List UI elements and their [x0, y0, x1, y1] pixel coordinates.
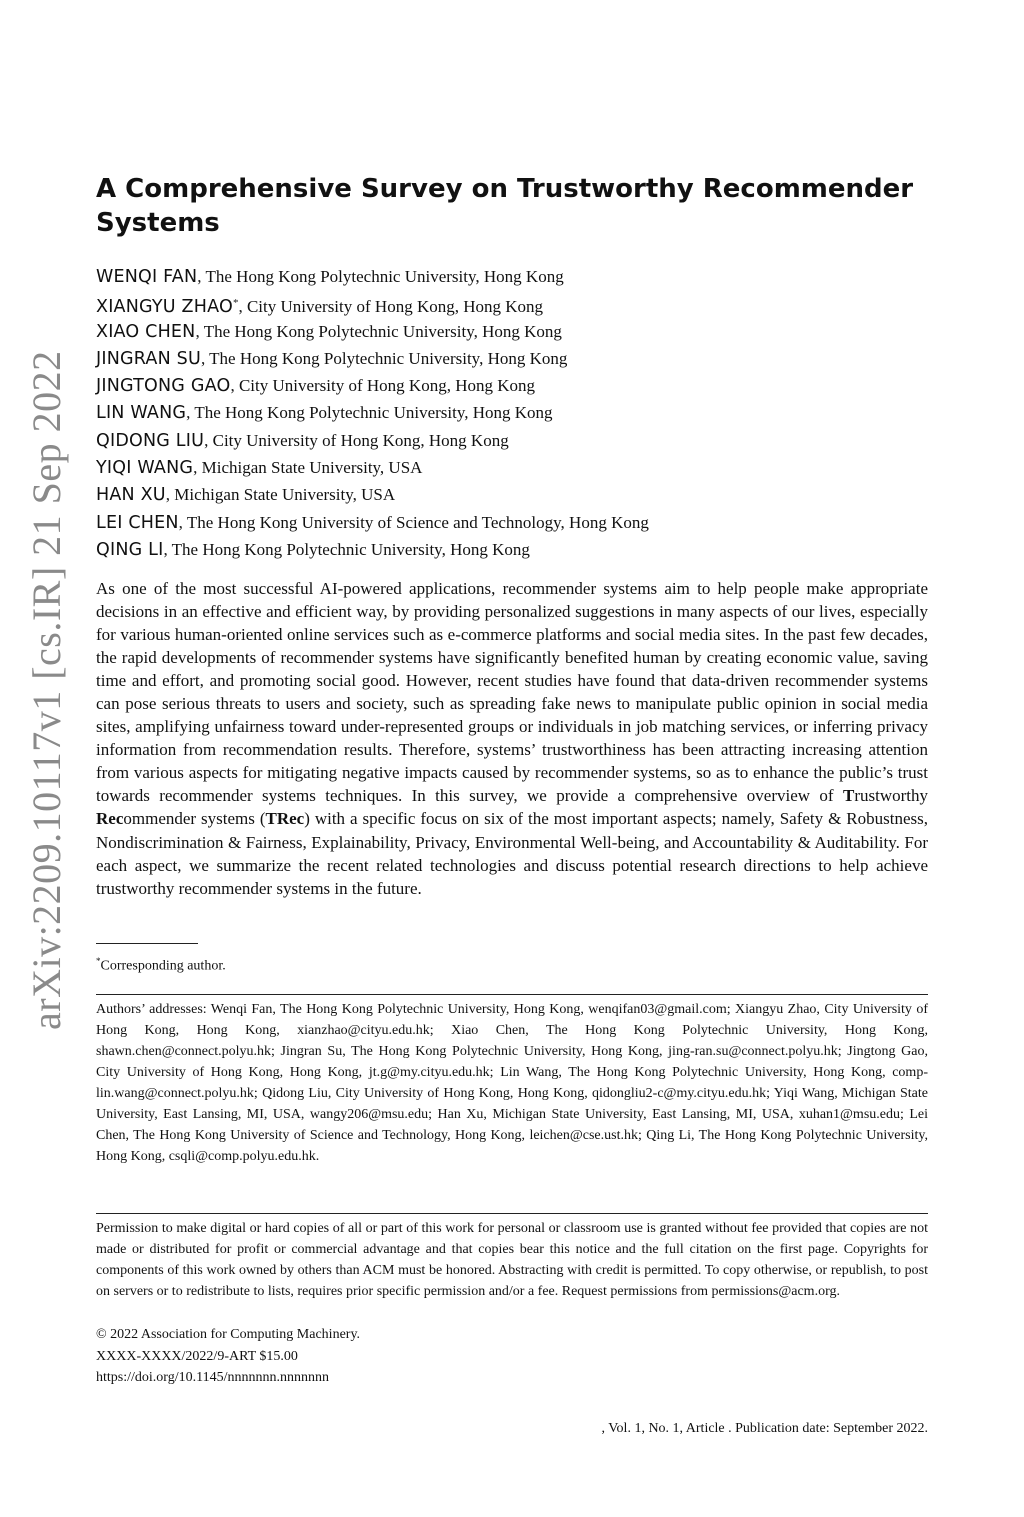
author-affiliation: City University of Hong Kong, Hong Kong — [246, 297, 544, 317]
permission-rule — [96, 1213, 928, 1214]
author-separator: , — [178, 512, 187, 532]
author-entry — [96, 345, 956, 372]
author-separator: , — [204, 430, 213, 450]
abstract-bold-trec: TRec — [265, 809, 305, 829]
author-separator: , — [186, 403, 195, 423]
author-entry — [96, 290, 956, 317]
author-name: QING LI — [96, 539, 164, 560]
author-entry — [96, 536, 956, 563]
author-affiliation: The Hong Kong University of Science and Technology, Hong Kong — [186, 512, 649, 532]
abstract-text: rustworthy — [854, 786, 928, 806]
author-entry — [96, 509, 956, 536]
author-entry — [96, 454, 956, 481]
footnote — [96, 951, 928, 977]
abstract-text: ommender systems ( — [123, 809, 266, 829]
footnote-rule — [96, 943, 198, 944]
author-affiliation: The Hong Kong Polytechnic University, Hong Kong — [194, 403, 553, 423]
author-addresses: Authors’ addresses: Wenqi Fan, The Hong Kong Polytechnic University, Hong Kong, wenqifan03@gmail.com; Xiangyu Zhao, City University of Hong Kong, Hong Kong, xianzhao@cityu.edu.hk; Xiao Chen, The Hong Kong Polytechnic University, Hong Kong, shawn.chen@connect.polyu.hk; Jingran Su, The Hong Kong Polytechnic University, Hong Kong, jing-ran.su@connect.polyu.hk; Jingtong Gao, City University of Hong Kong, Hong Kong, jt.g@my.cityu.edu.hk; Lin Wang, The Hong Kong Polytechnic University, Hong Kong, comp-lin.wang@connect.polyu.hk; Qidong Liu, City University of Hong Kong, Hong Kong, qidongliu2-c@my.cityu.edu.hk; Yiqi Wang, Michigan State University, East Lansing, MI, USA, wangy206@msu.edu; Han Xu, Michigan State University, East Lansing, MI, USA, xuhan1@msu.edu; Lei Chen, The Hong Kong University of Science and Technology, Hong Kong, leichen@cse.ust.hk; Qing Li, The Hong Kong Polytechnic University, Hong Kong, csqli@comp.polyu.edu.hk. — [96, 1002, 928, 1164]
author-affiliation: The Hong Kong Polytechnic University, Hong Kong — [209, 348, 568, 368]
author-name: HAN XU — [96, 485, 166, 506]
abstract — [96, 577, 928, 900]
author-separator: , — [193, 458, 202, 478]
author-affiliation: The Hong Kong Polytechnic University, Hong Kong — [205, 267, 564, 286]
abstract-text: As one of the most successful AI-powered applications, recommender systems aim to help people make appropriate decisions in an effective and efficient way, by providing personalized suggestions in many aspects of our lives, especially for various human-oriented online services such as e-commerce platforms and social media sites. In the past few decades, the rapid developments of recommender systems have significantly benefited human by creating economic value, saving time and effort, and promoting social good. However, recent studies have found that data-driven recommender systems can pose serious threats to users and society, such as spreading fake news to manipulate public opinion in social media sites, amplifying unfairness toward under-represented groups or individuals in job matching services, or inferring privacy information from recommendation results. Therefore, systems’ trustworthiness has been attracting increasing attention from various aspects for mitigating negative impacts caused by recommender systems, so as to enhance the public’s trust towards recommender systems techniques. In this survey, we provide a comprehensive overview of — [96, 579, 928, 806]
author-entry — [96, 427, 956, 454]
author-separator: , — [195, 321, 204, 341]
running-footer: , Vol. 1, No. 1, Article . Publication date: September 2022. — [601, 1421, 928, 1436]
addresses-rule — [96, 994, 928, 995]
author-name: LIN WANG — [96, 403, 187, 424]
author-entry — [96, 372, 956, 399]
abstract-text: ) with a specific focus on six of the most important aspects; namely, Safety & Robustness, Nondiscrimination & Fairness, Explainability, Privacy, Environmental Well-being, and Accountability & Auditability. For each aspect, we summarize the recent related technologies and discuss potential research directions to help achieve trustworthy recommender systems in the future. — [96, 809, 928, 898]
author-list — [96, 263, 956, 563]
arxiv-stamp: arXiv:2209.10117v1 [cs.IR] 21 Sep 2022 — [24, 350, 69, 1030]
issn-line: XXXX-XXXX/2022/9-ART $15.00 — [96, 1348, 298, 1364]
author-affiliation: The Hong Kong Polytechnic University, Hong Kong — [203, 321, 562, 341]
author-separator: , — [163, 539, 172, 559]
author-name: XIANGYU ZHAO — [96, 297, 233, 318]
author-entry — [96, 263, 956, 290]
author-affiliation: City University of Hong Kong, Hong Kong — [212, 430, 509, 450]
author-separator: , — [197, 267, 206, 286]
copyright-line: © 2022 Association for Computing Machinery. — [96, 1327, 361, 1342]
author-name: XIAO CHEN — [96, 321, 196, 342]
author-separator: , — [165, 485, 175, 505]
author-entry — [96, 481, 956, 508]
author-affiliation: Michigan State University, USA — [201, 458, 423, 478]
footnote-text: Corresponding author. — [100, 958, 226, 974]
author-name: JINGRAN SU — [96, 348, 201, 369]
author-name: JINGTONG GAO — [96, 376, 231, 397]
footnote-mark: * — [96, 956, 101, 966]
author-name: QIDONG LIU — [96, 430, 205, 451]
permission-notice: Permission to make digital or hard copies of all or part of this work for personal or classroom use is granted without fee provided that copies are not made or distributed for profit or commercial advantage and that copies bear this notice and the full citation on the first page. Copyrights for components of this work owned by others than ACM must be honored. Abstracting with credit is permitted. To copy otherwise, or republish, to post on servers or to redistribute to lists, requires prior specific permission and/or a fee. Request permissions from permissions@acm.org. — [96, 1221, 928, 1299]
author-name: YIQI WANG — [96, 458, 194, 479]
author-separator: , — [238, 297, 247, 317]
doi-link[interactable]: https://doi.org/10.1145/nnnnnnn.nnnnnnn — [96, 1370, 329, 1385]
author-separator: , — [200, 348, 210, 368]
author-separator: , — [230, 376, 239, 396]
author-name: WENQI FAN — [96, 267, 198, 287]
author-affiliation: Michigan State University, USA — [174, 485, 396, 505]
author-name: LEI CHEN — [96, 512, 179, 533]
author-entry — [96, 318, 956, 345]
corresponding-author-mark: * — [232, 297, 239, 310]
author-entry — [96, 399, 956, 426]
publication-meta — [96, 1324, 928, 1389]
paper-title: A Comprehensive Survey on Trustworthy Recommender Systems — [96, 174, 914, 238]
abstract-bold-t: T — [842, 786, 855, 806]
author-affiliation: The Hong Kong Polytechnic University, Hong Kong — [171, 539, 530, 559]
abstract-bold-rec: Rec — [96, 809, 124, 829]
author-affiliation: City University of Hong Kong, Hong Kong — [238, 376, 536, 396]
